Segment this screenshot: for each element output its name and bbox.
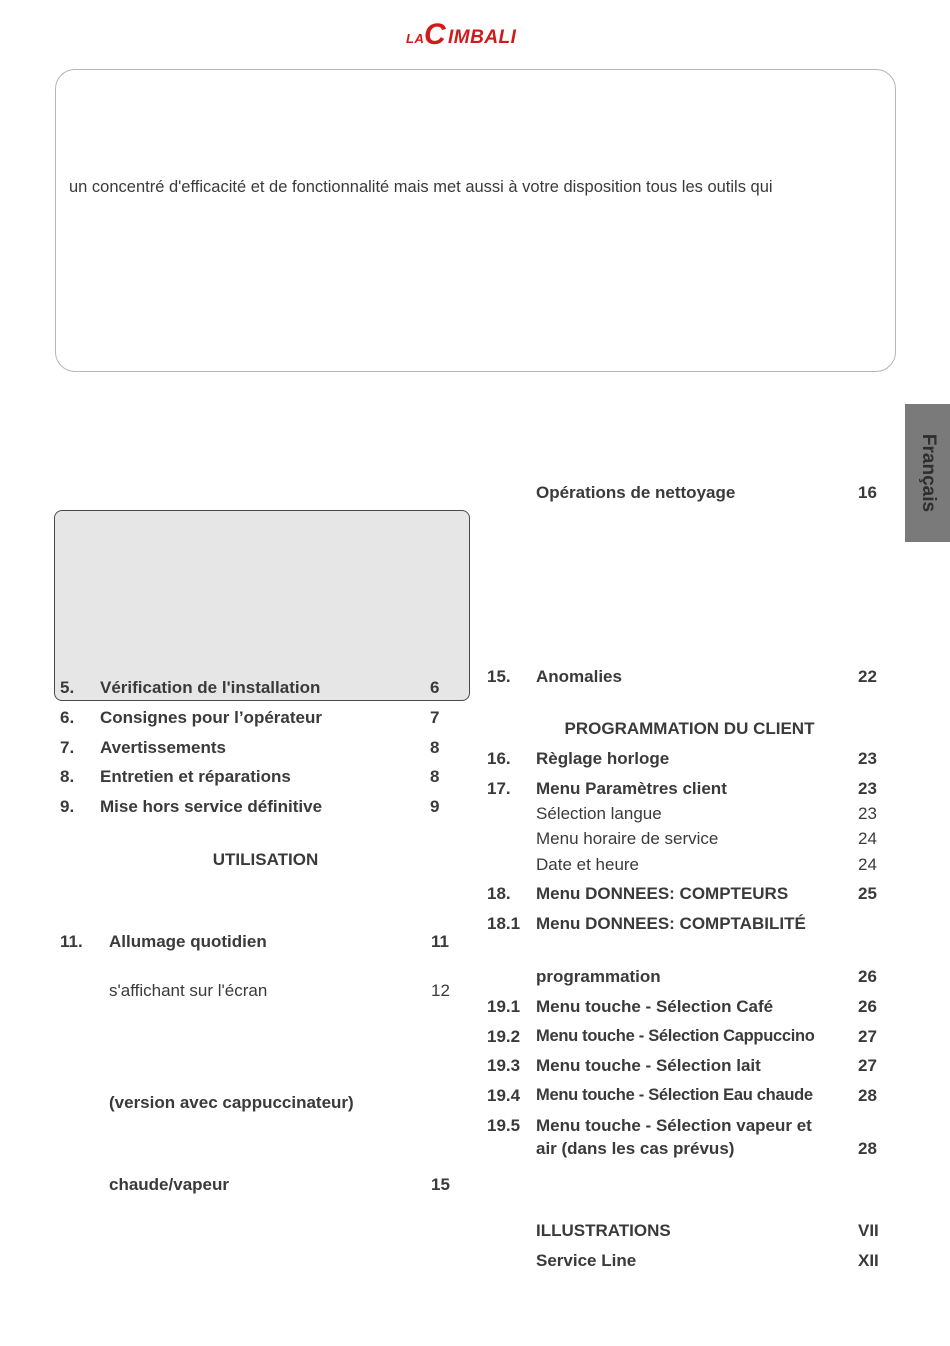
toc-entry-title[interactable]: s'affichant sur l'écran (109, 981, 268, 1000)
toc-entry-title[interactable]: Menu DONNEES: COMPTABILITÉ (536, 914, 806, 933)
toc-num: 18.1 (487, 914, 521, 933)
toc-page: 25 (858, 884, 877, 903)
toc-entry-title[interactable]: Opérations de nettoyage (536, 483, 736, 502)
toc-num: 19.1 (487, 997, 521, 1016)
toc-entry-title[interactable]: Menu touche - Sélection Café (536, 997, 774, 1016)
toc-entry-title[interactable]: Menu touche - Sélection Cappuccino (536, 1027, 815, 1045)
logo-c: C (424, 18, 446, 51)
toc-page: 27 (858, 1027, 877, 1046)
intro-text: un concentré d'efficacité et de fonctionnalité mais met aussi à votre disposition tous les outils qui (69, 178, 773, 196)
toc-entry-title[interactable]: Menu DONNEES: COMPTEURS (536, 884, 789, 903)
toc-entry-title[interactable]: Menu touche - Sélection Eau chaude (536, 1086, 813, 1104)
toc-entry-title[interactable]: Vérification de l'installation (100, 678, 321, 697)
toc-entry-title[interactable]: Avertissements (100, 738, 226, 757)
logo-la: LA (406, 31, 425, 46)
toc-num: 19.2 (487, 1027, 521, 1046)
logo-rest: IMBALI (448, 27, 517, 48)
toc-entry-title[interactable]: (version avec cappuccinateur) (109, 1093, 354, 1112)
toc-page: 6 (430, 678, 440, 697)
toc-num: 6. (60, 708, 75, 727)
toc-num: 19.5 (487, 1116, 521, 1135)
language-tab[interactable] (905, 404, 950, 542)
toc-subentry-title[interactable]: Menu horaire de service (536, 829, 719, 848)
toc-entry-title[interactable]: Menu touche - Sélection vapeur et (536, 1116, 812, 1135)
toc-page: 8 (430, 767, 440, 786)
toc-page: 7 (430, 708, 440, 727)
toc-page: 23 (858, 804, 877, 823)
toc-entry-title[interactable]: Mise hors service définitive (100, 797, 323, 816)
toc-entry-title[interactable]: Entretien et réparations (100, 767, 291, 786)
toc-num: 11. (60, 932, 83, 951)
toc-num: 5. (60, 678, 75, 697)
toc-page: 26 (858, 967, 877, 986)
toc-num: 15. (487, 667, 511, 686)
toc-page: 11 (431, 932, 449, 951)
toc-page: 26 (858, 997, 877, 1016)
toc-entry-title[interactable]: Consignes pour l’opérateur (100, 708, 322, 727)
toc-page: 15 (431, 1175, 450, 1194)
toc-num: 8. (60, 767, 75, 786)
toc-page: XII (858, 1251, 879, 1270)
toc-page: 9 (430, 797, 440, 816)
toc-num: 19.3 (487, 1056, 521, 1075)
toc-page: 16 (858, 483, 877, 502)
toc-page: 12 (431, 981, 450, 1000)
toc-entry-title[interactable]: Service Line (536, 1251, 637, 1270)
toc-entry-title[interactable]: Menu touche - Sélection lait (536, 1056, 761, 1075)
toc-page: VII (858, 1221, 879, 1240)
toc-num: 9. (60, 797, 75, 816)
toc-num: 17. (487, 779, 511, 798)
toc-page: 23 (858, 779, 877, 798)
toc-entry-title[interactable]: Règlage horloge (536, 749, 670, 768)
toc-entry-title[interactable]: Menu Paramètres client (536, 779, 727, 798)
toc-entry-title[interactable]: Allumage quotidien (109, 932, 267, 951)
toc-page: 24 (858, 829, 877, 848)
toc-num: 16. (487, 749, 511, 768)
section-heading-programmation: PROGRAMMATION DU CLIENT (564, 719, 815, 738)
toc-page: 27 (858, 1056, 877, 1075)
intro-box (55, 69, 896, 372)
toc-entry-title[interactable]: programmation (536, 967, 661, 986)
toc-subentry-title[interactable]: Sélection langue (536, 804, 662, 823)
toc-page: 24 (858, 855, 877, 874)
toc-num: 7. (60, 738, 75, 757)
toc-highlight-box (54, 510, 470, 701)
toc-entry-title[interactable]: chaude/vapeur (109, 1175, 229, 1194)
toc-page: 22 (858, 667, 877, 686)
toc-page: 28 (858, 1139, 877, 1158)
toc-entry-title-cont[interactable]: air (dans les cas prévus) (536, 1139, 735, 1158)
toc-page: 28 (858, 1086, 877, 1105)
toc-subentry-title[interactable]: Date et heure (536, 855, 640, 874)
toc-num: 18. (487, 884, 511, 903)
section-heading-utilisation: UTILISATION (212, 850, 319, 869)
toc-num: 19.4 (487, 1086, 521, 1105)
toc-page: 8 (430, 738, 440, 757)
toc-entry-title[interactable]: Anomalies (536, 667, 622, 686)
language-tab-label: Français (917, 433, 939, 513)
toc-entry-title[interactable]: ILLUSTRATIONS (536, 1221, 671, 1240)
toc-page: 23 (858, 749, 877, 768)
brand-logo (404, 18, 549, 54)
